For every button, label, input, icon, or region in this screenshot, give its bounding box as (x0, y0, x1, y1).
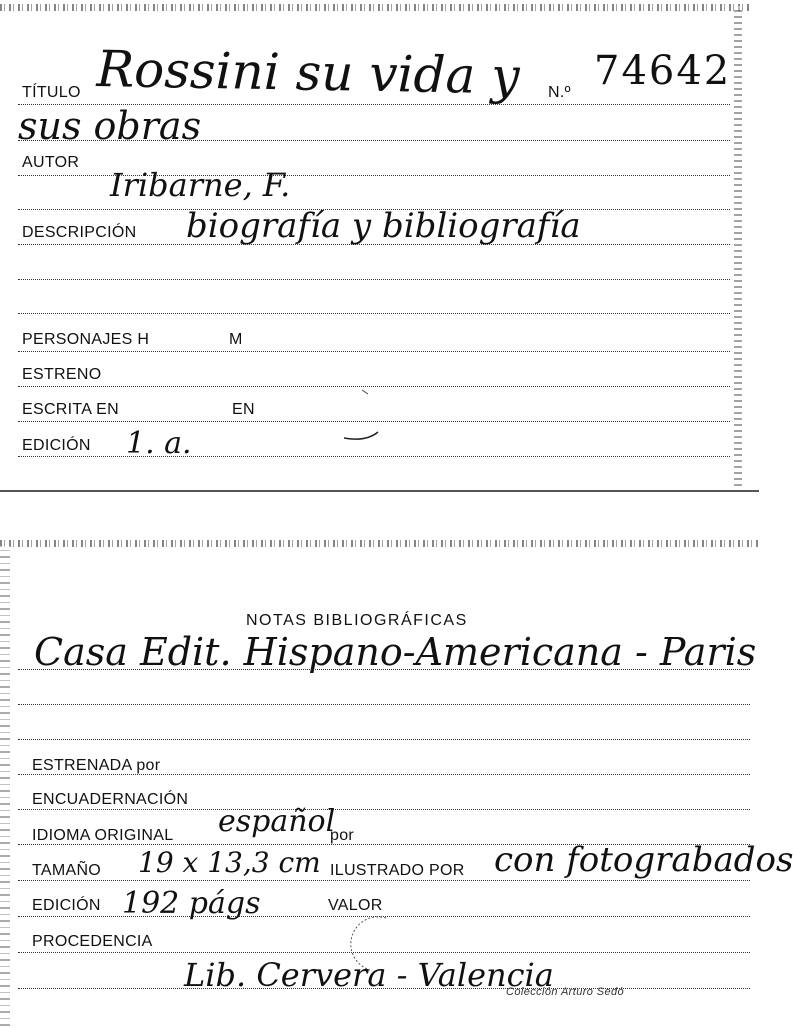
characters-m-label: M (229, 331, 243, 348)
original-language-label: IDIOMA ORIGINAL (32, 827, 174, 844)
size-label: TAMAÑO (32, 862, 102, 879)
characters-label: PERSONAJES H (22, 331, 150, 348)
description-value: biografía y bibliografía (186, 206, 581, 246)
binding-label: ENCUADERNACIÓN (32, 791, 189, 808)
rule-description-2 (18, 279, 730, 280)
written-in-label: ESCRITA EN (22, 401, 119, 418)
card-top-edge-back (0, 540, 759, 547)
author-value: Iribarne, F. (110, 166, 291, 204)
illustrated-label: ILUSTRADO POR (330, 862, 465, 879)
edition-label: EDICIÓN (22, 437, 91, 454)
rule-notes-3 (18, 739, 750, 740)
rule-notes-2 (18, 704, 750, 705)
card-left-edge-back (0, 546, 10, 1026)
punch-circle-icon (356, 912, 416, 982)
title-value-line2: sus obras (18, 104, 202, 148)
rule-notes-1 (18, 669, 750, 670)
premiere-label: ESTRENO (22, 366, 102, 383)
card-separator-top (0, 490, 759, 492)
size-value: 19 x 13,3 cm (138, 846, 321, 879)
card-right-edge (734, 6, 742, 486)
collection-credit: Colección Arturo Sedó (506, 986, 625, 998)
description-label: DESCRIPCIÓN (22, 224, 137, 241)
premiered-by-label: ESTRENADA por (32, 757, 161, 774)
origin-label: PROCEDENCIA (32, 933, 153, 950)
number-label: N.º (548, 84, 571, 101)
punch-mark-icon (326, 384, 386, 444)
notes-heading: NOTAS BIBLIOGRÁFICAS (246, 612, 468, 629)
notes-value: Casa Edit. Hispano-Americana - Paris (34, 630, 757, 674)
origin-value: Lib. Cervera - Valencia (184, 956, 554, 994)
catalog-card-back (0, 538, 793, 1028)
rule-edition (18, 456, 730, 457)
edition-label-back: EDICIÓN (32, 897, 101, 914)
illustrated-value: con fotograbados (494, 840, 793, 880)
author-label: AUTOR (22, 154, 80, 171)
original-language-value: español (218, 804, 336, 839)
by-label: por (330, 827, 355, 844)
edition-value: 1. a. (126, 426, 192, 461)
in-label: EN (232, 401, 255, 418)
edition-value-back: 192 págs (122, 886, 261, 921)
value-label: VALOR (328, 897, 383, 914)
rule-characters (18, 351, 730, 352)
title-value-line1: Rossini su vida y (96, 40, 521, 106)
rule-binding (18, 809, 750, 810)
number-value: 74642 (594, 48, 732, 94)
rule-size (18, 880, 750, 881)
rule-description-3 (18, 313, 730, 314)
title-label: TÍTULO (22, 84, 81, 101)
card-top-edge (0, 4, 750, 11)
catalog-card-front (0, 0, 750, 492)
